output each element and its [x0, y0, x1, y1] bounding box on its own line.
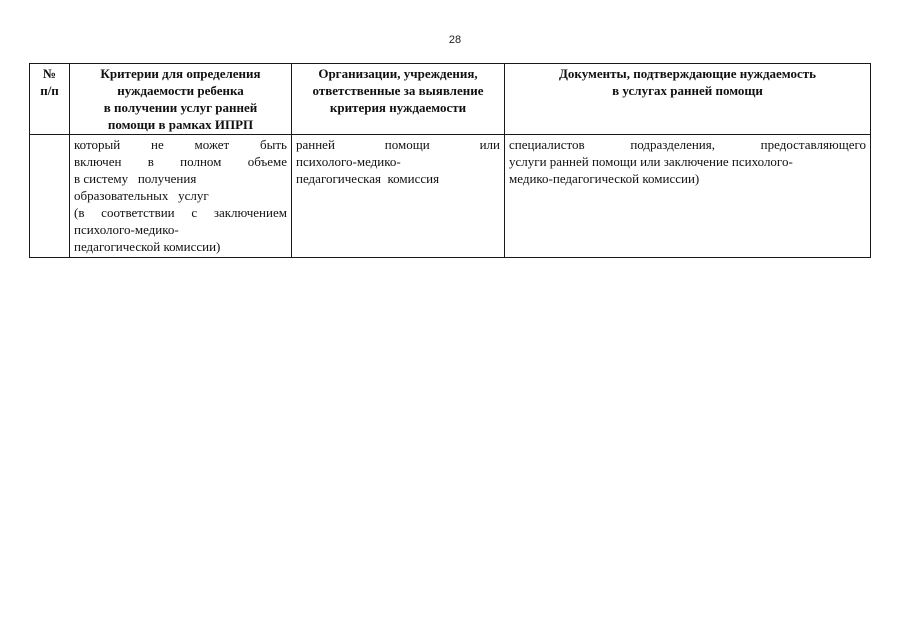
cell-criteria: который не может быть включен в полном объеме в систему получения образовательных услуг (в соответствии с заключением психолого-медико- педагогической комиссии): [70, 135, 292, 258]
header-documents: Документы, подтверждающие нуждаемость в услугах ранней помощи: [505, 64, 871, 135]
cell-number: [30, 135, 70, 258]
table-row: [30, 135, 871, 258]
cell-organizations: ранней помощи или психолого-медико- педагогическая комиссия: [292, 135, 505, 258]
header-criteria: Критерии для определения нуждаемости ребенка в получении услуг ранней помощи в рамках ИПРП: [70, 64, 292, 135]
page-number: 28: [448, 34, 462, 46]
header-organizations: Организации, учреждения, ответственные за выявление критерия нуждаемости: [292, 64, 505, 135]
criteria-table: [29, 63, 871, 258]
header-number: № п/п: [30, 64, 70, 135]
table-header-row: [30, 64, 871, 135]
cell-documents: специалистов подразделения, предоставляющего услуги ранней помощи или заключение психолого- медико-педагогической комиссии): [505, 135, 871, 258]
